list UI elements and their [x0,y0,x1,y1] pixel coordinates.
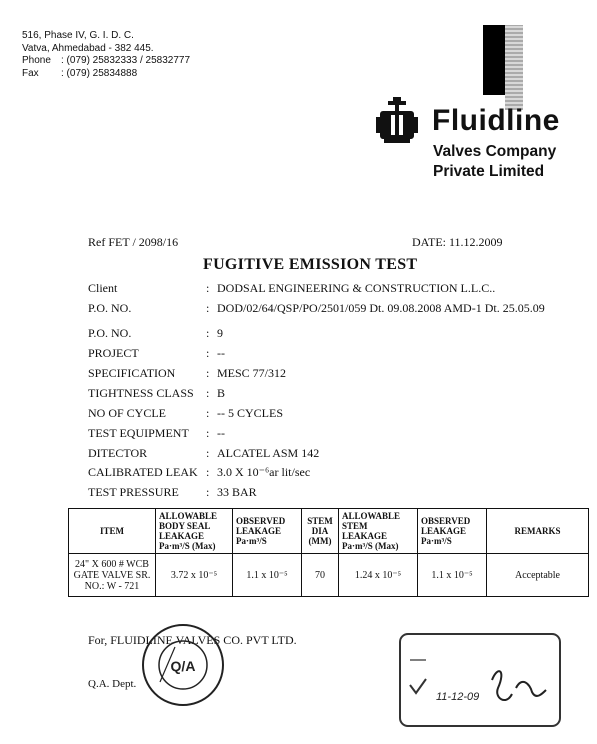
document-date: DATE: 11.12.2009 [412,235,503,249]
signoff-company: For, FLUIDLINE VALVES CO. PVT LTD. [88,633,297,647]
svg-text:Q/A: Q/A [170,658,196,674]
cell-observed-stem: 1.1 x 10⁻⁵ [418,554,487,597]
field-label: DITECTOR [88,446,148,460]
valve-logo-icon [376,97,418,147]
field-colon: : [206,446,210,460]
header-allowable-stem: ALLOWABLE STEM LEAKAGE Pa·m³/S (Max) [339,509,418,554]
field-colon: : [206,426,210,440]
brand-line3: Private Limited [433,163,545,180]
inspection-date: 11-12-09 [436,691,480,703]
header-allowable-body: ALLOWABLE BODY SEAL LEAKAGE Pa·m³/S (Max) [156,509,233,554]
header-stem-dia: STEM DIA (MM) [302,509,339,554]
field-value: -- [217,426,225,440]
field-value: 33 BAR [217,485,257,499]
fax-label: Fax [22,67,39,79]
phone-label: Phone [22,55,51,66]
reference-number: Ref FET / 2098/16 [88,235,179,249]
field-value: B [217,386,226,400]
cell-allowable-body: 3.72 x 10⁻⁵ [156,554,233,597]
brand-line2: Valves Company [433,143,557,160]
field-label: Client [88,281,118,295]
field-label: CALIBRATED LEAK [88,465,198,479]
field-label: TIGHTNESS CLASS [88,386,194,400]
field-value: DOD/02/64/QSP/PO/2501/059 Dt. 09.08.2008 AMD-1 Dt. 25.05.09 [217,301,545,315]
inspector-signature [492,671,546,700]
field-label: P.O. NO. [88,301,132,315]
field-colon: : [206,465,210,479]
address-line1: 516, Phase IV, G. I. D. C. [22,30,134,41]
field-label: PROJECT [88,346,139,360]
header-observed-stem: OBSERVED LEAKAGE Pa·m³/S [418,509,487,554]
cell-stem-dia: 70 [302,554,339,597]
field-colon: : [206,386,210,400]
field-value: MESC 77/312 [217,366,287,380]
address-line2: Vatva, Ahmedabad - 382 445. [22,42,154,54]
brand-subtitle [433,142,556,182]
leakage-results-table [68,508,589,597]
fax-row [22,68,190,81]
fax-value: : (079) 25834888 [61,67,138,79]
field-value: DODSAL ENGINEERING & CONSTRUCTION L.L.C.. [217,281,496,295]
header-bar-graphic-shade [505,25,523,110]
field-colon: : [206,366,210,380]
inspection-signature-box [396,630,582,730]
cell-allowable-stem: 1.24 x 10⁻⁵ [339,554,418,597]
field-value: 3.0 X 10⁻⁶ar lit/sec [217,465,311,479]
header-observed-body: OBSERVED LEAKAGE Pa·m³/S [233,509,302,554]
company-address [22,30,190,80]
field-colon: : [206,485,210,499]
field-value: -- 5 CYCLES [217,406,283,420]
cell-item: 24" X 600 # WCB GATE VALVE SR. NO.: W - 721 [69,554,156,597]
field-colon: : [206,301,210,315]
table-header-row [69,509,589,554]
cell-observed-body: 1.1 x 10⁻⁵ [233,554,302,597]
field-colon: : [206,326,210,340]
field-colon: : [206,346,210,360]
field-label: SPECIFICATION [88,366,176,380]
header-item: ITEM [69,509,156,554]
field-label: TEST PRESSURE [88,485,179,499]
phone-row [22,55,190,68]
page-title: FUGITIVE EMISSION TEST [203,256,418,273]
field-value: ALCATEL ASM 142 [217,446,320,460]
field-value: 9 [217,326,223,340]
company-stamp-seal [140,622,226,708]
field-colon: : [206,406,210,420]
table-row [69,554,589,597]
brand-name: Fluidline [432,104,560,137]
cell-remarks: Acceptable [487,554,589,597]
header-remarks: REMARKS [487,509,589,554]
field-colon: : [206,281,210,295]
field-label: NO OF CYCLE [88,406,167,420]
field-label: TEST EQUIPMENT [88,426,189,440]
phone-value: : (079) 25832333 / 25832777 [61,55,190,66]
field-label: P.O. NO. [88,326,132,340]
field-value: -- [217,346,225,360]
qa-dept-label: Q.A. Dept. [88,678,137,690]
